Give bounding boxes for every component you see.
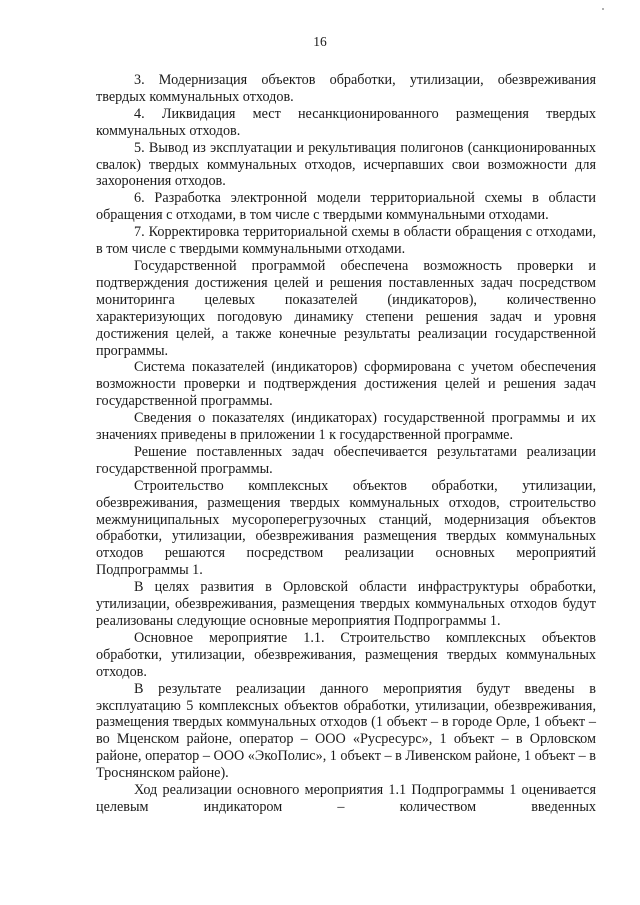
- paragraph-tasks-solution: Решение поставленных задач обеспечивается результатами реализации государственной программы.: [96, 443, 596, 477]
- page-number: 16: [313, 34, 327, 49]
- scan-mark: [602, 8, 604, 10]
- paragraph-indicators-system: Система показателей (индикаторов) сформирована с учетом обеспечения возможности проверки и подтверждения достижения целей и решения задач государственной программы.: [96, 359, 596, 410]
- paragraph-task-7: 7. Корректировка территориальной схемы в области обращения с отходами, в том числе с твердыми коммунальными отходами.: [96, 224, 596, 258]
- paragraph-results: В результате реализации данного мероприятия будут введены в эксплуатацию 5 комплексных объектов обработки, утилизации, обезвреживания, размещения твердых коммунальных отходов (1 объект – в городе Орле, 1 объект – во Мценском районе, оператор – ООО «Русресурс», 1 объект – в Орловском районе, оператор – ООО «ЭкоПолис», 1 объект – в Ливенском районе, 1 объект – в Троснянском районе).: [96, 680, 596, 782]
- paragraph-task-5: 5. Вывод из эксплуатации и рекультивация полигонов (санкционированных свалок) твердых коммунальных отходов, исчерпавших свои возможности для захоронения отходов.: [96, 139, 596, 190]
- paragraph-measure-1-1: Основное мероприятие 1.1. Строительство комплексных объектов обработки, утилизации, обезвреживания, размещения твердых коммунальных отходов.: [96, 629, 596, 680]
- document-body: [96, 72, 596, 816]
- paragraph-infrastructure: В целях развития в Орловской области инфраструктуры обработки, утилизации, обезвреживания, размещения твердых коммунальных отходов будут реализованы следующие основные мероприятия Подпрограммы 1.: [96, 579, 596, 629]
- paragraph-indicators-info: Сведения о показателях (индикаторах) государственной программы и их значениях приведены в приложении 1 к государственной программе.: [96, 410, 596, 444]
- paragraph-task-6: 6. Разработка электронной модели территориальной схемы в области обращения с отходами, в том числе с твердыми коммунальными отходами.: [96, 190, 596, 224]
- paragraph-progress: Ход реализации основного мероприятия 1.1 Подпрограммы 1 оценивается целевым индикатором – количеством введенных: [96, 782, 596, 815]
- paragraph-monitoring: Государственной программой обеспечена возможность проверки и подтверждения достижения целей и решения поставленных задач посредством мониторинга целевых показателей (индикаторов), количественно характеризующих погодовую динамику степени решения задач и уровня достижения целей, а также конечные результаты реализации государственной программы.: [96, 257, 596, 359]
- paragraph-task-4: 4. Ликвидация мест несанкционированного размещения твердых коммунальных отходов.: [96, 105, 596, 139]
- paragraph-construction: Строительство комплексных объектов обработки, утилизации, обезвреживания, размещения твердых коммунальных отходов, строительство межмуниципальных мусороперегрузочных станций, модернизация объектов обработки, утилизации, обезвреживания размещения твердых коммунальных отходов решаются посредством реализации основных мероприятий Подпрограммы 1.: [96, 477, 596, 579]
- paragraph-task-3: 3. Модернизация объектов обработки, утилизации, обезвреживания твердых коммунальных отходов.: [96, 72, 596, 105]
